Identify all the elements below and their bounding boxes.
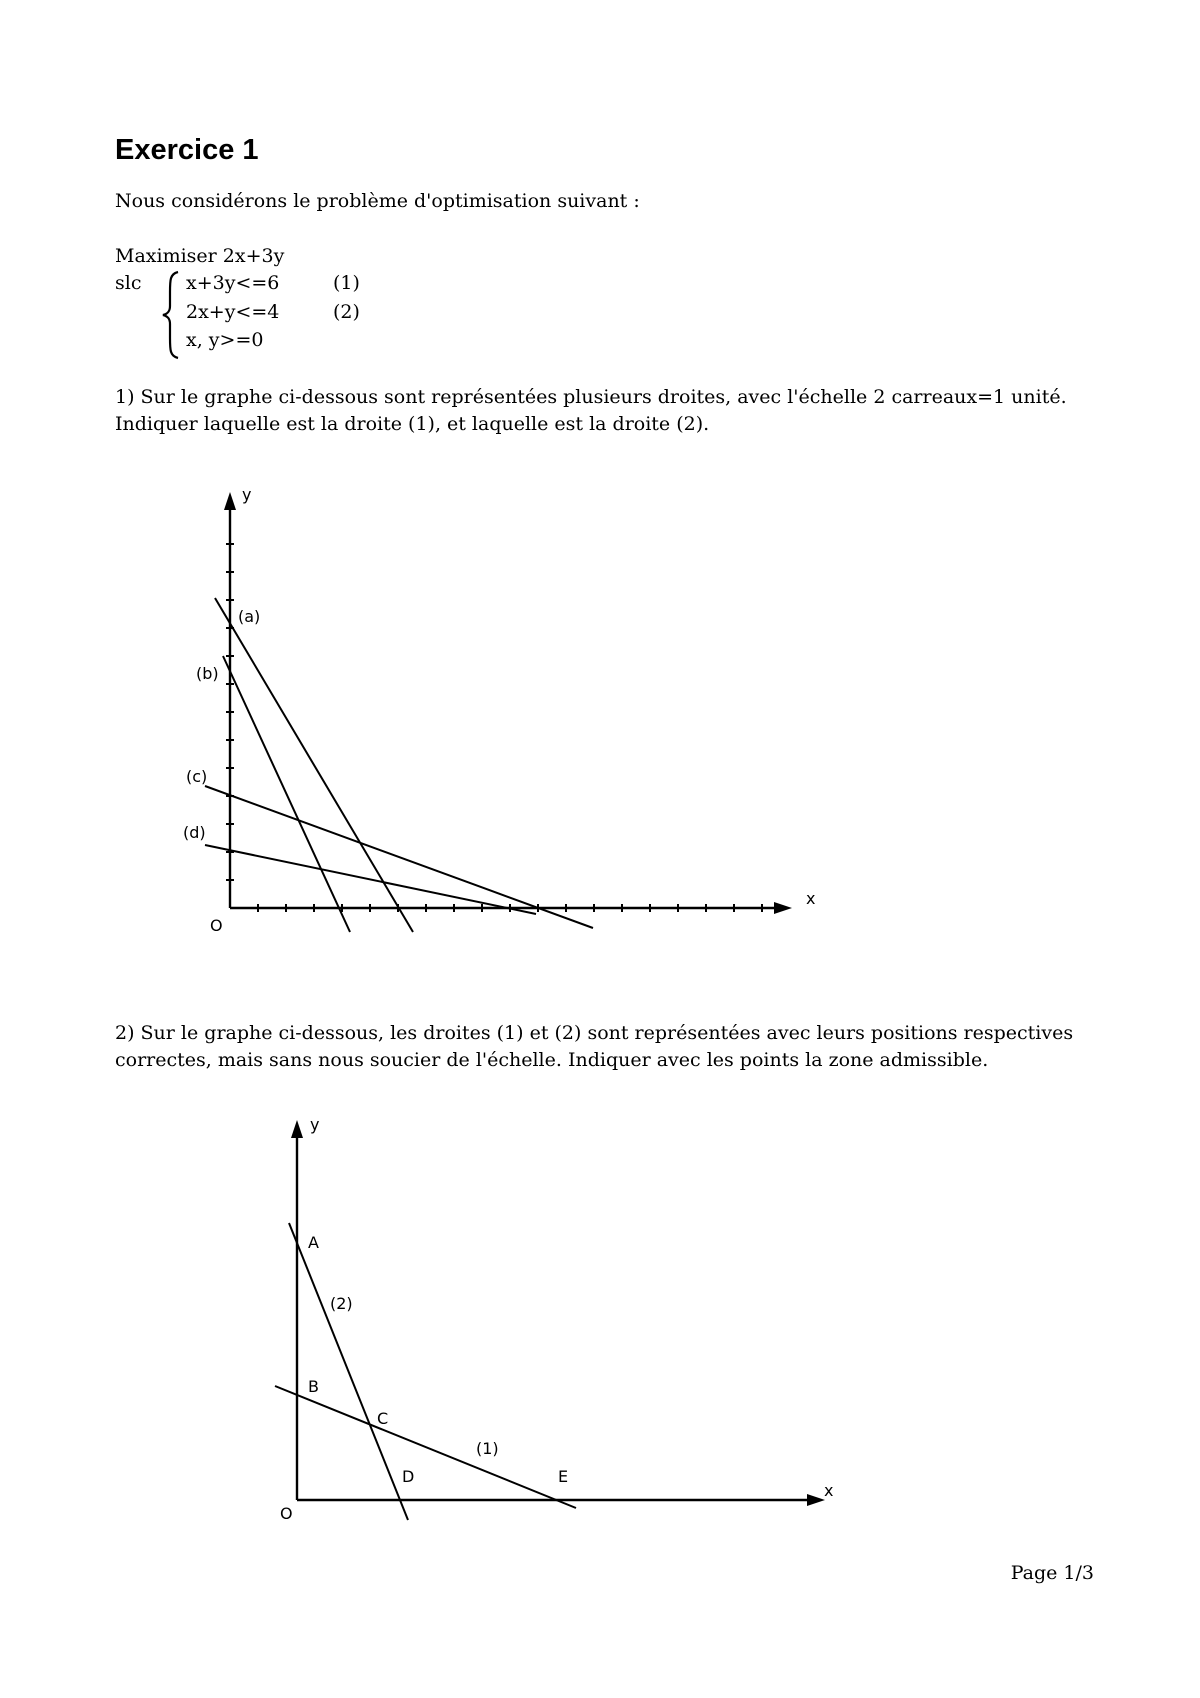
figure-1-y-axis [224, 492, 236, 908]
line-2 [289, 1223, 408, 1520]
point-a-label: A [308, 1233, 319, 1252]
constraint-3-expr: x, y>=0 [186, 329, 264, 351]
exercise-title: Exercice 1 [115, 134, 259, 166]
y-arrow-icon [224, 492, 236, 510]
figure-1-ticks [226, 544, 762, 912]
figure-2-y-label: y [310, 1115, 320, 1134]
question-2-line-1: 2) Sur le graphe ci-dessous, les droites (1) et (2) sont représentées avec leurs positions respectives [115, 1022, 1074, 1044]
question-1-line-1: 1) Sur le graphe ci-dessous sont représentées plusieurs droites, avec l'échelle 2 carreaux=1 unité. [115, 386, 1067, 408]
label-d: (d) [183, 823, 206, 842]
objective-text: Maximiser 2x+3y [115, 245, 285, 267]
figure-2-graph [260, 1110, 860, 1530]
constraint-2-expr: 2x+y<=4 [186, 301, 280, 323]
y-arrow-icon [291, 1120, 303, 1138]
x-arrow-icon [807, 1494, 825, 1506]
intro-text: Nous considérons le problème d'optimisation suivant : [115, 190, 640, 212]
figure-2-x-label: x [824, 1481, 834, 1500]
constraint-1-expr: x+3y<=6 [186, 272, 280, 294]
line-1-label: (1) [476, 1439, 499, 1458]
question-2-line-2: correctes, mais sans nous soucier de l'échelle. Indiquer avec les points la zone admissible. [115, 1049, 989, 1071]
question-1-line-2: Indiquer laquelle est la droite (1), et laquelle est la droite (2). [115, 413, 710, 435]
constraint-2-tag: (2) [333, 301, 360, 323]
figure-1-y-label: y [242, 485, 252, 504]
label-b: (b) [196, 664, 219, 683]
point-e-label: E [558, 1467, 569, 1486]
line-1 [275, 1386, 576, 1508]
figure-2-origin-label: O [280, 1504, 293, 1523]
figure-2-x-axis [297, 1494, 825, 1506]
page-number: Page 1/3 [1010, 1562, 1094, 1584]
point-b-label: B [308, 1377, 319, 1396]
label-a: (a) [238, 607, 261, 626]
curly-brace [162, 270, 182, 360]
constraint-1-tag: (1) [333, 272, 360, 294]
figure-1-x-label: x [806, 889, 816, 908]
point-c-label: C [377, 1409, 389, 1428]
line-d [205, 845, 536, 914]
subject-to-label: slc [115, 272, 142, 294]
figure-1-graph [170, 480, 850, 940]
figure-1-origin-label: O [210, 916, 223, 935]
x-arrow-icon [774, 902, 792, 914]
label-c: (c) [186, 767, 208, 786]
point-d-label: D [402, 1467, 415, 1486]
figure-2-y-axis [291, 1120, 303, 1500]
line-2-label: (2) [330, 1294, 353, 1313]
